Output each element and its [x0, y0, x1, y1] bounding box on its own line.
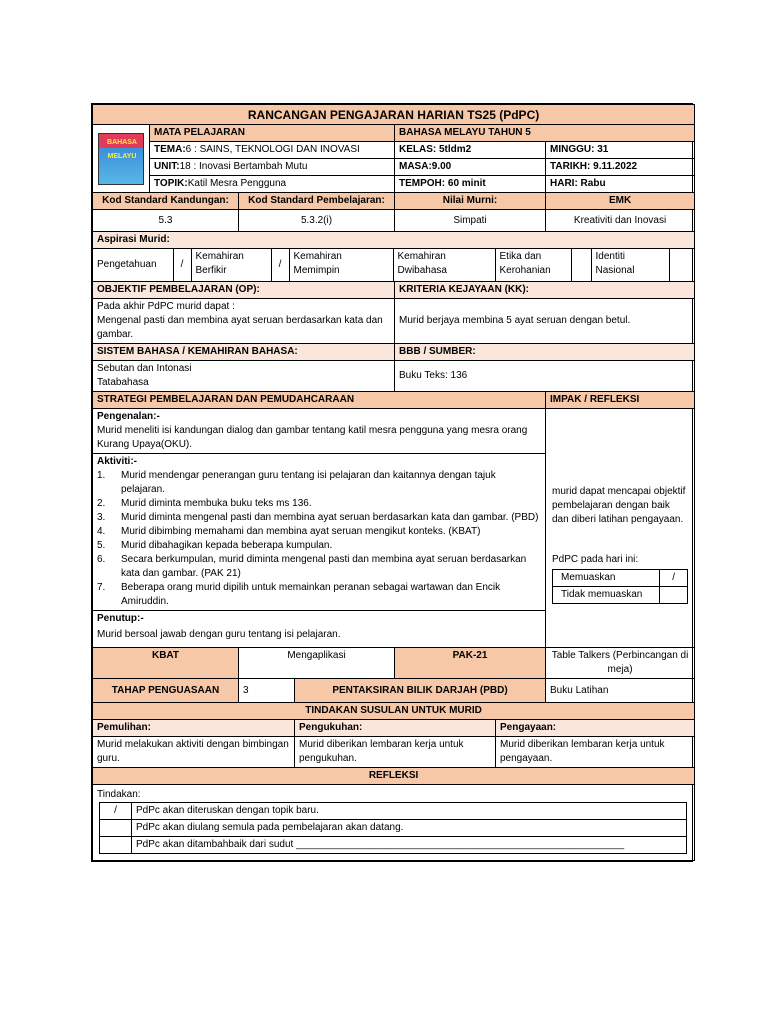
tidak-memuaskan-mark: [660, 587, 688, 604]
tidak-memuaskan-label: Tidak memuaskan: [553, 587, 660, 604]
aktiviti-item: [97, 469, 541, 497]
topik-value: Katil Mesra Pengguna: [187, 178, 287, 189]
aktiviti-item: [97, 581, 541, 609]
masa: MASA:9.00: [395, 159, 546, 176]
pak21-label: PAK-21: [395, 648, 546, 679]
refleksi-options-table: [99, 802, 687, 854]
aspirasi-kemahiran-dwibahasa: Kemahiran Dwibahasa: [393, 249, 495, 281]
aktiviti-item: [97, 539, 541, 553]
aspirasi-etika: Etika dan Kerohanian: [495, 249, 571, 281]
book-cover-cell: [93, 125, 150, 193]
aspirasi-identiti: Identiti Nasional: [591, 249, 669, 281]
refleksi-option-mark: [100, 820, 132, 837]
aspirasi-identiti-box: [669, 249, 695, 281]
tahap-label: TAHAP PENGUASAAN: [93, 679, 239, 703]
kelas: KELAS: 5tldm2: [395, 142, 546, 159]
aktiviti-number: 4.: [97, 526, 106, 537]
lesson-plan-table: [92, 104, 695, 861]
tempoh: TEMPOH: 60 minit: [395, 176, 546, 193]
aspirasi-row: [93, 249, 695, 282]
book-cover-text: BAHASA MELAYU: [107, 138, 137, 160]
nilai-label: Nilai Murni:: [395, 193, 546, 210]
pdpc-label: PdPC pada hari ini:: [552, 554, 639, 565]
op-line2: Mengenal pasti dan membina ayat seruan berdasarkan kata dan gambar.: [97, 315, 383, 340]
refleksi-label: REFLEKSI: [93, 768, 695, 785]
tema-value: 6 : SAINS, TEKNOLOGI DAN INOVASI: [185, 144, 360, 155]
refleksi-option-text: PdPc akan diulang semula pada pembelajaran akan datang.: [132, 820, 687, 837]
sb-cell: [93, 361, 395, 392]
aktiviti-text: Secara berkumpulan, murid diminta mengenal pasti dan membina ayat seruan berdasarkan kata dan gambar. (PAK 21): [121, 554, 527, 579]
aktiviti-text: Murid dibimbing memahami dan membina ayat seruan mengikut konteks. (KBAT): [121, 526, 481, 537]
aktiviti-text: Murid diminta membuka buku teks ms 136.: [121, 498, 312, 509]
unit-cell: [150, 159, 395, 176]
tarikh: TARIKH: 9.11.2022: [546, 159, 695, 176]
kk-text: Murid berjaya membina 5 ayat seruan dengan betul.: [395, 299, 695, 344]
memuaskan-mark: /: [660, 570, 688, 587]
pemulihan-label: Pemulihan:: [93, 720, 295, 737]
op-label: OBJEKTIF PEMBELAJARAN (OP):: [93, 282, 395, 299]
aspirasi-kemahiran-berfikir: Kemahiran Berfikir: [191, 249, 271, 281]
aktiviti-item: [97, 525, 541, 539]
sb-label: SISTEM BAHASA / KEMAHIRAN BAHASA:: [93, 344, 395, 361]
aspirasi-pengetahuan: Pengetahuan: [93, 249, 173, 281]
topik-label: TOPIK:: [154, 178, 188, 189]
aktiviti-text: Murid diminta mengenal pasti dan membina ayat seruan berdasarkan kata dan gambar. (PBD): [121, 512, 539, 523]
emk-value: Kreativiti dan Inovasi: [546, 210, 695, 232]
aktiviti-item: [97, 511, 541, 525]
pengukuhan-label: Pengukuhan:: [295, 720, 496, 737]
aspirasi-kemahiran-berfikir-mark: /: [271, 249, 289, 281]
refleksi-option-text: PdPc akan diteruskan dengan topik baru.: [132, 803, 687, 820]
mata-pelajaran-value: BAHASA MELAYU TAHUN 5: [395, 125, 695, 142]
unit-value: 18 : Inovasi Bertambah Mutu: [179, 161, 308, 172]
aspirasi-kemahiran-memimpin: Kemahiran Memimpin: [289, 249, 393, 281]
kbat-label: KBAT: [93, 648, 239, 679]
book-cover-image: [98, 133, 144, 185]
aktiviti-list: [97, 469, 541, 609]
document-title: RANCANGAN PENGAJARAN HARIAN TS25 (PdPC): [93, 105, 695, 125]
kod-sp-label: Kod Standard Pembelajaran:: [239, 193, 395, 210]
tindakan-susulan-label: TINDAKAN SUSULAN UNTUK MURID: [93, 703, 695, 720]
pemulihan-text: Murid melakukan aktiviti dengan bimbingan guru.: [93, 737, 295, 768]
tema-label: TEMA:: [154, 144, 186, 155]
aktiviti-text: Beberapa orang murid dipilih untuk memainkan peranan sebagai wartawan dan Encik Amiruddin.: [121, 582, 501, 607]
op-cell: [93, 299, 395, 344]
tindakan-label: Tindakan:: [97, 789, 141, 800]
aktiviti-cell: [93, 454, 546, 611]
hari: HARI: Rabu: [546, 176, 695, 193]
aktiviti-text: Murid dibahagikan kepada beberapa kumpulan.: [121, 540, 333, 551]
sb-line2: Tatabahasa: [97, 377, 149, 388]
refleksi-cell: [93, 785, 695, 861]
refleksi-option-mark: /: [100, 803, 132, 820]
minggu: MINGGU: 31: [546, 142, 695, 159]
kod-sk-value: 5.3: [93, 210, 239, 232]
aspirasi-table: [93, 249, 695, 281]
aspirasi-label: Aspirasi Murid:: [93, 232, 695, 249]
emk-label: EMK: [546, 193, 695, 210]
pengenalan-text: Murid meneliti isi kandungan dialog dan gambar tentang katil mesra pengguna yang mesra orang Kurang Upaya(OKU).: [97, 425, 528, 450]
pengukuhan-text: Murid diberikan lembaran kerja untuk pengukuhan.: [295, 737, 496, 768]
bbb-text: Buku Teks: 136: [395, 361, 695, 392]
memuaskan-label: Memuaskan: [553, 570, 660, 587]
lesson-plan-document: [91, 103, 693, 862]
tema-cell: [150, 142, 395, 159]
pengayaan-label: Pengayaan:: [496, 720, 695, 737]
penutup-text: Murid bersoal jawab dengan guru tentang isi pelajaran.: [97, 629, 341, 640]
pengayaan-text: Murid diberikan lembaran kerja untuk pengayaan.: [496, 737, 695, 768]
sb-line1: Sebutan dan Intonasi: [97, 363, 192, 374]
aktiviti-label: Aktiviti:-: [97, 456, 137, 467]
kod-sp-value: 5.3.2(i): [239, 210, 395, 232]
pak21-value: Table Talkers (Perbincangan di meja): [546, 648, 695, 679]
refleksi-option-mark: [100, 837, 132, 854]
aspirasi-etika-box: [571, 249, 591, 281]
pbd-value: Buku Latihan: [546, 679, 695, 703]
tahap-value: 3: [239, 679, 295, 703]
pdpc-rating-table: [552, 569, 688, 604]
topik-cell: [150, 176, 395, 193]
aktiviti-number: 5.: [97, 540, 106, 551]
aktiviti-text: Murid mendengar penerangan guru tentang isi pelajaran dan kaitannya dengan tajuk pelajaran.: [121, 470, 496, 495]
aktiviti-number: 7.: [97, 582, 106, 593]
aktiviti-number: 1.: [97, 470, 106, 481]
aktiviti-number: 6.: [97, 554, 106, 565]
aktiviti-number: 2.: [97, 498, 106, 509]
impak-text: murid dapat mencapai objektif pembelajaran dengan baik dan diberi latihan pengayaan.: [552, 486, 686, 525]
pbd-label: PENTAKSIRAN BILIK DARJAH (PBD): [295, 679, 546, 703]
unit-label: UNIT:: [154, 161, 180, 172]
aktiviti-item: [97, 497, 541, 511]
refleksi-option-text: PdPc akan ditambahbaik dari sudut ___________________________________________________________: [132, 837, 687, 854]
impak-cell: [546, 409, 695, 648]
impak-label: IMPAK / REFLEKSI: [546, 392, 695, 409]
strategi-label: STRATEGI PEMBELAJARAN DAN PEMUDAHCARAAN: [93, 392, 546, 409]
penutup-cell: [93, 611, 546, 648]
aktiviti-number: 3.: [97, 512, 106, 523]
mata-pelajaran-label: MATA PELAJARAN: [150, 125, 395, 142]
nilai-value: Simpati: [395, 210, 546, 232]
kbat-value: Mengaplikasi: [239, 648, 395, 679]
kod-sk-label: Kod Standard Kandungan:: [93, 193, 239, 210]
kk-label: KRITERIA KEJAYAAN (KK):: [395, 282, 695, 299]
bbb-label: BBB / SUMBER:: [395, 344, 695, 361]
aspirasi-pengetahuan-mark: /: [173, 249, 191, 281]
pengenalan-label: Pengenalan:-: [97, 411, 160, 422]
penutup-label: Penutup:-: [97, 613, 144, 624]
op-line1: Pada akhir PdPC murid dapat :: [97, 301, 235, 312]
pengenalan-cell: [93, 409, 546, 454]
aktiviti-item: [97, 553, 541, 581]
